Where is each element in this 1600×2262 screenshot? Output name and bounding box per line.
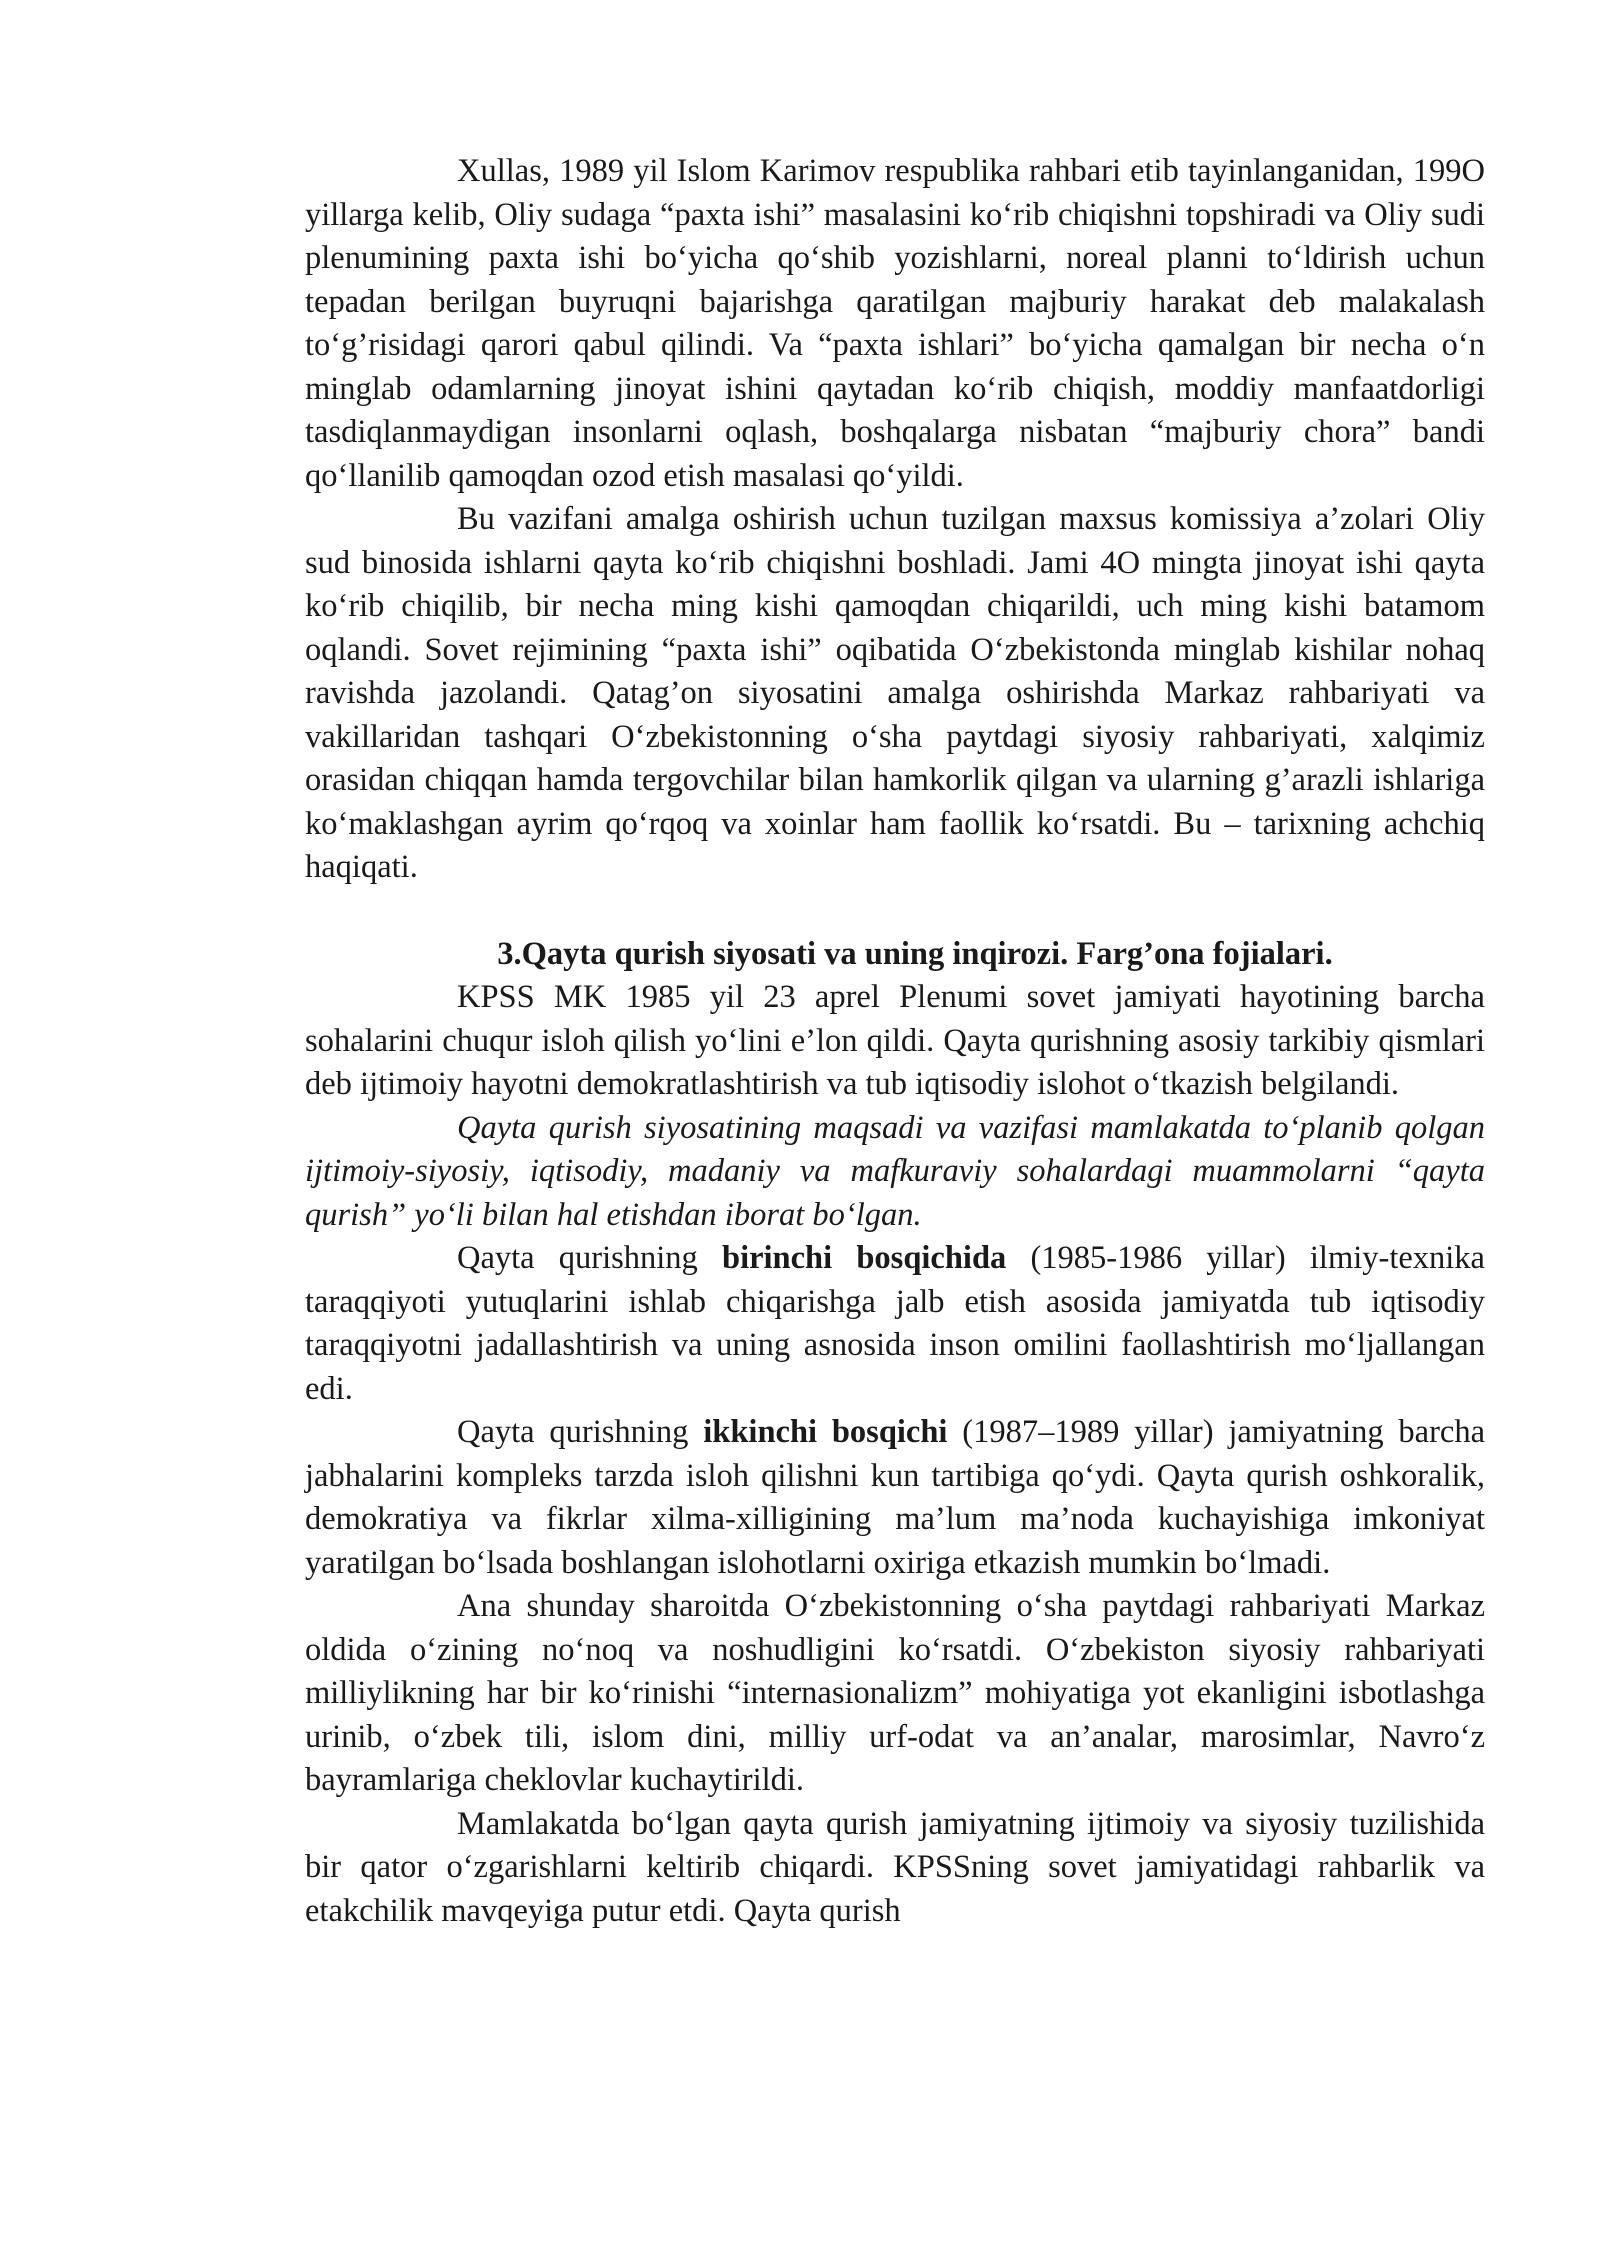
paragraph-commission: Bu vazifani amalga oshirish uchun tuzilgan maxsus komissiya a’zolari Oliy sud binosida ishlarni qayta ko‘rib chiqishni boshladi. Jami 4O mingta jinoyat ishi qayta ko‘rib chiqilib, bir necha ming kishi qamoqdan chiqarildi, uch ming kishi batamom oqlandi. Sovet rejimining “paxta ishi” oqibatida O‘zbekistonda minglab kishilar nohaq ravishda jazolandi. Qatag’on siyosatini amalga oshirishda Markaz rahbariyati va vakillaridan tashqari O‘zbekistonning o‘sha paytdagi siyosiy rahbariyati, xalqimiz orasidan chiqqan hamda tergovchilar bilan hamkorlik qilgan va ularning g’arazli ishlariga ko‘maklashgan ayrim qo‘rqoq va xoinlar ham faollik ko‘rsatdi. Bu – tarixning achchiq haqiqati. (305, 501, 1485, 885)
section-heading: 3.Qayta qurish siyosati va uning inqirozi. Farg’ona fojialari. (497, 935, 1333, 972)
first-stage-post: (1985-1986 yillar) ilmiy-texnika taraqqiyoti yutuqlarini ishlab chiqarishga jalb etish asosida jamiyatda tub iqtisodiy taraqqiyotni jadallashtirish va uning asnosida inson omilini faollashtirish mo‘ljallangan edi. (305, 1240, 1485, 1407)
paragraph-plenum-1985: KPSS MK 1985 yil 23 aprel Plenumi sovet jamiyati hayotining barcha sohalarini chuqur isloh qilish yo‘lini e’lon qildi. Qayta qurishning asosiy tarkibiy qismlari deb ijtimoiy hayotni demokratlashtirish va tub iqtisodiy islohot o‘tkazish belgilandi. (305, 979, 1485, 1102)
paragraph-changes: Mamlakatda bo‘lgan qayta qurish jamiyatning ijtimoiy va siyosiy tuzilishida bir qator o‘zgarishlarni keltirib chiqardi. KPSSning sovet jamiyatidagi rahbarlik va etakchilik mavqeyiga putur etdi. Qayta qurish (305, 1805, 1485, 1929)
second-stage-bold: ikkinchi bosqichi (703, 1414, 948, 1450)
second-stage-pre: Qayta qurishning (457, 1414, 704, 1450)
paragraph-cotton-case-review: Xullas, 1989 yil Islom Karimov respublika rahbari etib tayinlanganidan, 199O yillarga kelib, Oliy sudaga “paxta ishi” masalasini ko‘rib chiqishni topshiradi va Oliy sudi plenumining paxta ishi bo‘yicha qo‘shib yozishlarni, noreal planni to‘ldirish uchun tepadan berilgan buyruqni bajarishga qaratilgan majburiy harakat deb malakalash to‘g’risidagi qarori qabul qilindi. Va “paxta ishlari” bo‘yicha qamalgan bir necha o‘n minglab odamlarning jinoyat ishini qaytadan ko‘rib chiqish, moddiy manfaatdorligi tasdiqlanmaydigan insonlarni oqlash, boshqalarga nisbatan “majburiy chora” bandi qo‘llanilib qamoqdan ozod etish masalasi qo‘yildi. (305, 153, 1485, 494)
paragraph-first-stage (305, 1237, 1485, 1411)
second-stage-post: (1987–1989 yillar) jamiyatning barcha jabhalarini kompleks tarzda isloh qilishni kun tartibiga qo‘ydi. Qayta qurish oshkoralik, demokratiya va fikrlar xilma-xilligining ma’lum ma’noda kuchayishiga imkoniyat yaratilgan bo‘lsada boshlangan islohotlarni oxiriga etkazish mumkin bo‘lmadi. (305, 1414, 1486, 1581)
paragraph-second-stage (305, 1411, 1485, 1585)
paragraph-leadership: Ana shunday sharoitda O‘zbekistonning o‘sha paytdagi rahbariyati Markaz oldida o‘zining no‘noq va noshudligini ko‘rsatdi. O‘zbekiston siyosiy rahbariyati milliylikning har bir ko‘rinishi “internasionalizm” mohiyatiga yot ekanligini isbotlashga urinib, o‘zbek tili, islom dini, milliy urf-odat va an’analar, marosimlar, Navro‘z bayramlariga cheklovlar kuchaytirildi. (305, 1588, 1485, 1798)
first-stage-bold: birinchi bosqichida (722, 1240, 1007, 1276)
document-page (305, 150, 1485, 1933)
paragraph-perestroika-goal: Qayta qurish siyosatining maqsadi va vazifasi mamlakatda to‘planib qolgan ijtimoiy-siyosiy, iqtisodiy, madaniy va mafkuraviy sohalardagi muammolarni “qayta qurish” yo‘li bilan hal etishdan iborat bo‘lgan. (305, 1109, 1485, 1233)
first-stage-pre: Qayta qurishning (457, 1240, 722, 1276)
